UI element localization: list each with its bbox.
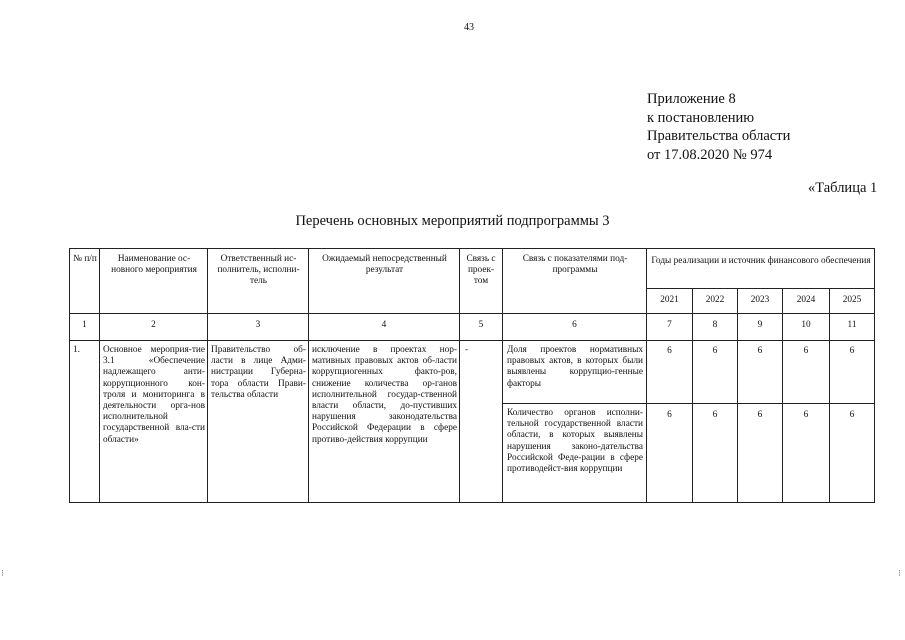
document-title: Перечень основных мероприятий подпрограммы 3 — [295, 213, 610, 229]
col-number: 8 — [712, 320, 718, 330]
col-number: 5 — [478, 320, 484, 330]
col-number: 11 — [847, 320, 857, 330]
indicator-value: 6 — [803, 410, 809, 420]
appendix-line-3: Правительства области — [647, 128, 791, 145]
table-label: «Таблица 1 — [808, 180, 878, 196]
year-2024: 2024 — [796, 295, 816, 305]
appendix-line-2: к постановлению — [647, 109, 755, 126]
appendix-line-1: Приложение 8 — [647, 91, 736, 107]
col-number: 10 — [801, 320, 811, 330]
col-number: 1 — [82, 320, 87, 330]
year-2021: 2021 — [660, 295, 679, 305]
indicator-value: 6 — [757, 410, 763, 420]
header-num: № п/п — [73, 254, 97, 264]
expected-result: исключение в проектах нор-мативных правовых актов об-ласти коррупциогенных факто-ров, снижение количества ор-ганов исполнительной государ-ственной власти области, до-пустивших нарушения законодательства Российской Федерации в сфере противо-действия коррупции — [312, 345, 457, 445]
measures-table — [69, 248, 875, 503]
col-number: 9 — [757, 320, 763, 330]
col-number: 7 — [667, 320, 672, 330]
scan-mark-right: ⁝ — [898, 568, 901, 578]
indicator-value: 6 — [667, 346, 672, 356]
year-2023: 2023 — [750, 295, 770, 305]
header-years-funding: Годы реализации и источник финансового обеспечения — [651, 256, 871, 266]
header-responsible: Ответственный ис-полнитель, исполни-тель — [217, 254, 300, 287]
header-link-project: Связь с проек-том — [466, 254, 496, 287]
header-result: Ожидаемый непосредственный результат — [322, 254, 447, 276]
measure-name: Основное мероприя-тие 3.1 «Обеспечение надлежащего анти-коррупционного кон-троля и мониторинга в деятельности орга-нов исполнительной государственной вла-сти области» — [103, 345, 205, 445]
indicator-value: 6 — [667, 410, 672, 420]
indicator-value: 6 — [712, 410, 718, 420]
year-2025: 2025 — [842, 295, 862, 305]
col-number: 2 — [151, 320, 156, 330]
appendix-line-4: от 17.08.2020 № 974 — [647, 146, 773, 163]
indicator-value: 6 — [849, 346, 855, 356]
indicator-value: 6 — [712, 346, 718, 356]
scan-mark-left: ⁝ — [1, 568, 4, 578]
row-number: 1. — [73, 345, 80, 355]
responsible-executor: Правительство об-ласти в лице Адми-нистрации Губерна-тора области Прави-тельства области — [211, 345, 306, 400]
project-link: - — [465, 345, 469, 355]
appendix-block — [647, 90, 790, 164]
indicator-value: 6 — [757, 346, 763, 356]
indicator-text: Количество органов исполни-тельной государственной власти области, в которых выявлены нарушения законо-дательства Российской Феде-рации в сфере противодейст-вия коррупции — [507, 408, 643, 475]
col-number: 4 — [381, 320, 387, 330]
col-number: 6 — [572, 320, 577, 330]
col-number: 3 — [255, 320, 261, 330]
year-2022: 2022 — [705, 295, 725, 305]
header-name: Наименование ос-новного мероприятия — [111, 254, 197, 276]
indicator-value: 6 — [849, 410, 855, 420]
header-link-indicators: Связь с показателями под-программы — [522, 254, 628, 276]
indicator-value: 6 — [803, 346, 809, 356]
page-number: 43 — [464, 22, 474, 33]
indicator-text: Доля проектов нормативных правовых актов, в которых были выявлены коррупцио-генные факторы — [507, 345, 643, 389]
